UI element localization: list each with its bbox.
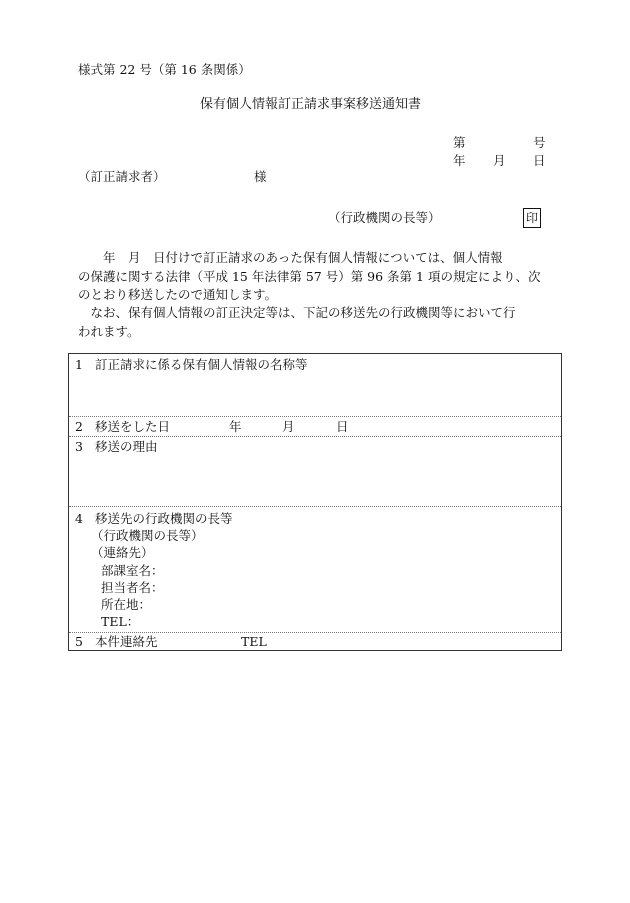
body-paragraph-1 [78,249,550,305]
body-line: 年 月 日付けで訂正請求のあった保有個人情報については、個人情報 [78,250,503,265]
row-number: 1 [75,357,83,372]
seal-mark: 印 [523,208,541,228]
transfer-month: 月 [282,419,295,434]
addressee-label: （訂正請求者） [78,169,166,184]
table-row-2 [69,416,561,437]
contact-tel-label: TEL [241,634,267,649]
contact-label: （連絡先） [91,545,154,560]
date-month: 月 [493,153,506,168]
body-line: のとおり移送したので通知します。 [78,287,278,302]
number-dai: 第 [453,135,466,150]
row-number: 3 [75,439,83,454]
transfer-day: 日 [336,419,349,434]
row-number: 2 [75,419,83,434]
body-line: の保護に関する法律（平成 15 年法律第 57 号）第 96 条第 1 項の規定により、次 [78,268,541,284]
table-row-3 [69,436,561,507]
table-row-5 [69,632,561,651]
addressee-honorific: 様 [254,169,267,184]
table-row-4 [69,506,561,633]
body-paragraph-2 [78,304,550,341]
sender-label: （行政機関の長等） [328,210,441,225]
body-line: なお、保有個人情報の訂正決定等は、下記の移送先の行政機関等において行 [78,305,516,320]
tel-label: TEL： [101,614,140,629]
notification-table [68,353,562,651]
address-label: 所在地： [101,597,152,612]
dept-label: 部課室名： [101,563,164,578]
transfer-year: 年 [229,419,242,434]
form-reference: 様式第 22 号（第 16 条関係） [78,62,251,77]
row-label: 訂正請求に係る保有個人情報の名称等 [95,357,308,372]
person-label: 担当者名： [101,580,164,595]
row-number: 5 [75,634,83,649]
row-label: 移送の理由 [95,439,158,454]
document-title: 保有個人情報訂正請求事案移送通知書 [200,97,422,112]
date-day: 日 [533,153,546,168]
row-label: 本件連絡先 [95,634,158,649]
table-row-1 [69,354,561,416]
agency-head-label: （行政機関の長等） [91,528,204,543]
date-year: 年 [453,153,466,168]
row-label: 移送をした日 [95,419,171,434]
number-go: 号 [533,135,546,150]
row-label: 移送先の行政機関の長等 [95,511,233,526]
body-line: われます。 [78,323,140,339]
row-number: 4 [75,511,83,526]
